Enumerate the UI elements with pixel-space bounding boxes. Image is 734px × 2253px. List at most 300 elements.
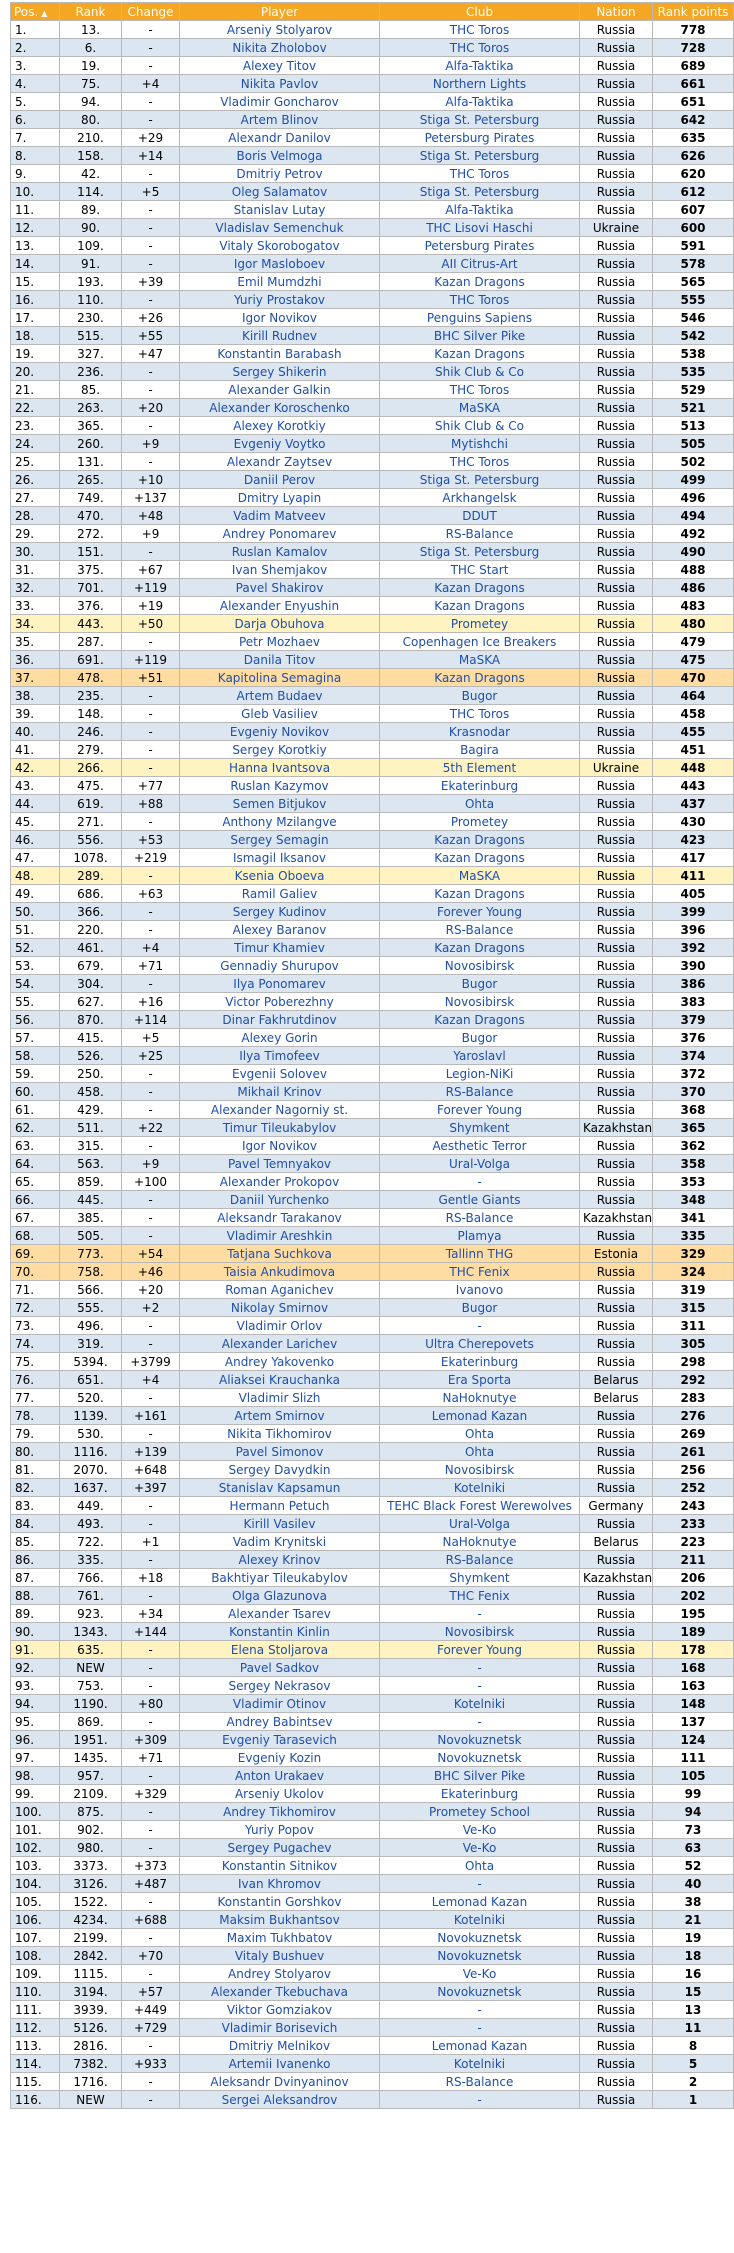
cell-club[interactable]: Novosibirsk (380, 993, 580, 1011)
cell-club[interactable]: Bugor (380, 1299, 580, 1317)
cell-player[interactable]: Vladimir Goncharov (180, 93, 380, 111)
cell-club[interactable]: THC Toros (380, 291, 580, 309)
cell-nation: Russia (580, 129, 653, 147)
cell-player[interactable]: Alexander Galkin (180, 381, 380, 399)
cell-player[interactable]: Ruslan Kazymov (180, 777, 380, 795)
cell-rank: 90. (60, 219, 122, 237)
cell-club[interactable]: Forever Young (380, 903, 580, 921)
cell-rank: 1716. (60, 2073, 122, 2091)
cell-player[interactable]: Vladislav Semenchuk (180, 219, 380, 237)
cell-player[interactable]: Vladimir Orlov (180, 1317, 380, 1335)
cell-club[interactable]: Kazan Dragons (380, 831, 580, 849)
cell-club[interactable]: - (380, 2019, 580, 2037)
cell-player[interactable]: Taisia Ankudimova (180, 1263, 380, 1281)
cell-club[interactable]: Bagira (380, 741, 580, 759)
cell-club[interactable]: THC Toros (380, 453, 580, 471)
cell-change: - (122, 291, 180, 309)
cell-player[interactable]: Andrey Tikhomirov (180, 1803, 380, 1821)
cell-change: +139 (122, 1443, 180, 1461)
cell-club[interactable]: Stiga St. Petersburg (380, 543, 580, 561)
table-row (11, 1857, 734, 1875)
cell-club[interactable]: Novosibirsk (380, 1461, 580, 1479)
cell-points: 105 (653, 1767, 734, 1785)
cell-player[interactable]: Aleksandr Tarakanov (180, 1209, 380, 1227)
cell-club[interactable]: Stiga St. Petersburg (380, 183, 580, 201)
cell-player[interactable]: Danila Titov (180, 651, 380, 669)
cell-points: 292 (653, 1371, 734, 1389)
cell-player[interactable]: Sergey Semagin (180, 831, 380, 849)
cell-player[interactable]: Alexander Nagorniy st. (180, 1101, 380, 1119)
cell-player[interactable]: Anton Urakaev (180, 1767, 380, 1785)
cell-club[interactable]: Novokuznetsk (380, 1983, 580, 2001)
cell-player[interactable]: Sergey Davydkin (180, 1461, 380, 1479)
cell-rank: 758. (60, 1263, 122, 1281)
cell-player[interactable]: Nikita Pavlov (180, 75, 380, 93)
cell-player[interactable]: Alexander Enyushin (180, 597, 380, 615)
cell-club[interactable]: Copenhagen Ice Breakers (380, 633, 580, 651)
cell-club[interactable]: Gentle Giants (380, 1191, 580, 1209)
cell-club[interactable]: Ural-Volga (380, 1515, 580, 1533)
cell-player[interactable]: Elena Stoljarova (180, 1641, 380, 1659)
cell-club[interactable]: - (380, 1605, 580, 1623)
cell-club[interactable]: Kazan Dragons (380, 939, 580, 957)
cell-club[interactable]: Shik Club & Co (380, 363, 580, 381)
cell-player[interactable]: Alexey Titov (180, 57, 380, 75)
cell-player[interactable]: Alexey Gorin (180, 1029, 380, 1047)
cell-player[interactable]: Victor Poberezhny (180, 993, 380, 1011)
cell-nation: Russia (580, 867, 653, 885)
cell-player[interactable]: Arseniy Stolyarov (180, 21, 380, 39)
cell-player[interactable]: Evgeniy Tarasevich (180, 1731, 380, 1749)
cell-club[interactable]: BHC Silver Pike (380, 1767, 580, 1785)
cell-club[interactable]: Novokuznetsk (380, 1749, 580, 1767)
cell-player[interactable]: Sergei Aleksandrov (180, 2091, 380, 2109)
cell-rank: 515. (60, 327, 122, 345)
cell-player[interactable]: Nikita Zholobov (180, 39, 380, 57)
cell-nation: Russia (580, 597, 653, 615)
cell-nation: Russia (580, 345, 653, 363)
cell-club[interactable]: Ohta (380, 1425, 580, 1443)
cell-player[interactable]: Vadim Krynitski (180, 1533, 380, 1551)
cell-player[interactable]: Kapitolina Semagina (180, 669, 380, 687)
cell-player[interactable]: Gleb Vasiliev (180, 705, 380, 723)
table-row (11, 417, 734, 435)
cell-nation: Russia (580, 1263, 653, 1281)
cell-player[interactable]: Alexander Koroschenko (180, 399, 380, 417)
cell-club[interactable]: Lemonad Kazan (380, 1893, 580, 1911)
cell-player[interactable]: Konstantin Gorshkov (180, 1893, 380, 1911)
cell-club[interactable]: Ekaterinburg (380, 1785, 580, 1803)
cell-club[interactable]: DDUT (380, 507, 580, 525)
cell-rank: 5394. (60, 1353, 122, 1371)
cell-club[interactable]: AII Citrus-Art (380, 255, 580, 273)
cell-player[interactable]: Alexander Prokopov (180, 1173, 380, 1191)
cell-player[interactable]: Andrey Ponomarev (180, 525, 380, 543)
cell-change: +1 (122, 1533, 180, 1551)
table-row (11, 1677, 734, 1695)
cell-club[interactable]: Kazan Dragons (380, 273, 580, 291)
cell-club[interactable]: - (380, 1875, 580, 1893)
cell-club[interactable]: Kazan Dragons (380, 849, 580, 867)
cell-pos: 67. (11, 1209, 60, 1227)
cell-club[interactable]: Ultra Cherepovets (380, 1335, 580, 1353)
cell-player[interactable]: Sergey Kudinov (180, 903, 380, 921)
cell-club[interactable]: Kotelniki (380, 1479, 580, 1497)
cell-player[interactable]: Artem Blinov (180, 111, 380, 129)
cell-points: 13 (653, 2001, 734, 2019)
cell-club[interactable]: TEHC Black Forest Werewolves (380, 1497, 580, 1515)
cell-player[interactable]: Alexandr Danilov (180, 129, 380, 147)
table-row (11, 1731, 734, 1749)
points-column-header[interactable]: Rank points (653, 3, 734, 21)
cell-club[interactable]: - (380, 1173, 580, 1191)
cell-rank: 520. (60, 1389, 122, 1407)
cell-player[interactable]: Evgeniy Kozin (180, 1749, 380, 1767)
cell-player[interactable]: Stanislav Lutay (180, 201, 380, 219)
cell-nation: Russia (580, 1443, 653, 1461)
cell-club[interactable]: Prometey School (380, 1803, 580, 1821)
cell-player[interactable]: Dmitriy Petrov (180, 165, 380, 183)
cell-nation: Russia (580, 399, 653, 417)
player-column-header[interactable]: Player (180, 3, 380, 21)
cell-nation: Russia (580, 1821, 653, 1839)
cell-player[interactable]: Maksim Bukhantsov (180, 1911, 380, 1929)
cell-nation: Russia (580, 489, 653, 507)
cell-player[interactable]: Kirill Rudnev (180, 327, 380, 345)
cell-player[interactable]: Konstantin Kinlin (180, 1623, 380, 1641)
cell-player[interactable]: Yuriy Prostakov (180, 291, 380, 309)
cell-player[interactable]: Aleksandr Dvinyaninov (180, 2073, 380, 2091)
cell-club[interactable]: Kazan Dragons (380, 345, 580, 363)
cell-club[interactable]: Petersburg Pirates (380, 129, 580, 147)
cell-player[interactable]: Hanna Ivantsova (180, 759, 380, 777)
cell-player[interactable]: Stanislav Kapsamun (180, 1479, 380, 1497)
cell-player[interactable]: Alexey Krinov (180, 1551, 380, 1569)
cell-club[interactable]: RS-Balance (380, 525, 580, 543)
cell-club[interactable]: THC Fenix (380, 1587, 580, 1605)
cell-change: +3799 (122, 1353, 180, 1371)
cell-player[interactable]: Gennadiy Shurupov (180, 957, 380, 975)
cell-player[interactable]: Semen Bitjukov (180, 795, 380, 813)
cell-club[interactable]: Forever Young (380, 1641, 580, 1659)
cell-player[interactable]: Arseniy Ukolov (180, 1785, 380, 1803)
cell-player[interactable]: Vladimir Slizh (180, 1389, 380, 1407)
cell-club[interactable]: Alfa-Taktika (380, 57, 580, 75)
cell-pos: 108. (11, 1947, 60, 1965)
cell-club[interactable]: Ve-Ko (380, 1821, 580, 1839)
cell-player[interactable]: Emil Mumdzhi (180, 273, 380, 291)
cell-club[interactable]: RS-Balance (380, 1083, 580, 1101)
cell-club[interactable]: Mytishchi (380, 435, 580, 453)
cell-player[interactable]: Vladimir Areshkin (180, 1227, 380, 1245)
cell-player[interactable]: Yuriy Popov (180, 1821, 380, 1839)
cell-points: 73 (653, 1821, 734, 1839)
cell-player[interactable]: Mikhail Krinov (180, 1083, 380, 1101)
change-column-header[interactable]: Change (122, 3, 180, 21)
cell-club[interactable]: Ohta (380, 795, 580, 813)
cell-club[interactable]: Stiga St. Petersburg (380, 111, 580, 129)
cell-player[interactable]: Konstantin Sitnikov (180, 1857, 380, 1875)
cell-club[interactable]: Shymkent (380, 1569, 580, 1587)
cell-club[interactable]: RS-Balance (380, 1551, 580, 1569)
cell-player[interactable]: Timur Khamiev (180, 939, 380, 957)
cell-player[interactable]: Olga Glazunova (180, 1587, 380, 1605)
cell-club[interactable]: Prometey (380, 813, 580, 831)
cell-club[interactable]: THC Start (380, 561, 580, 579)
cell-club[interactable]: NaHoknutye (380, 1389, 580, 1407)
rank-column-header[interactable]: Rank (60, 3, 122, 21)
cell-club[interactable]: - (380, 1659, 580, 1677)
cell-player[interactable]: Daniil Yurchenko (180, 1191, 380, 1209)
cell-club[interactable]: MaSKA (380, 867, 580, 885)
cell-club[interactable]: THC Toros (380, 705, 580, 723)
cell-club[interactable]: Ve-Ko (380, 1965, 580, 1983)
cell-club[interactable]: Northern Lights (380, 75, 580, 93)
cell-player[interactable]: Alexandr Zaytsev (180, 453, 380, 471)
cell-club[interactable]: Penguins Sapiens (380, 309, 580, 327)
cell-pos: 27. (11, 489, 60, 507)
cell-points: 499 (653, 471, 734, 489)
cell-change: +9 (122, 435, 180, 453)
cell-change: +10 (122, 471, 180, 489)
table-row (11, 993, 734, 1011)
cell-player[interactable]: Viktor Gomziakov (180, 2001, 380, 2019)
cell-club[interactable]: Era Sporta (380, 1371, 580, 1389)
cell-player[interactable]: Nikita Tikhomirov (180, 1425, 380, 1443)
cell-change: - (122, 453, 180, 471)
cell-player[interactable]: Igor Novikov (180, 309, 380, 327)
nation-column-header[interactable]: Nation (580, 3, 653, 21)
cell-player[interactable]: Ramil Galiev (180, 885, 380, 903)
table-row (11, 219, 734, 237)
cell-club[interactable]: Forever Young (380, 1101, 580, 1119)
cell-player[interactable]: Alexey Korotkiy (180, 417, 380, 435)
cell-club[interactable]: Ekaterinburg (380, 777, 580, 795)
cell-club[interactable]: Tallinn THG (380, 1245, 580, 1263)
cell-club[interactable]: THC Toros (380, 381, 580, 399)
cell-player[interactable]: Vitaly Skorobogatov (180, 237, 380, 255)
cell-club[interactable]: - (380, 2001, 580, 2019)
cell-player[interactable]: Alexander Tkebuchava (180, 1983, 380, 2001)
club-column-header[interactable]: Club (380, 3, 580, 21)
cell-change: - (122, 1515, 180, 1533)
cell-points: 430 (653, 813, 734, 831)
cell-club[interactable]: Kazan Dragons (380, 669, 580, 687)
cell-rank: 530. (60, 1425, 122, 1443)
cell-player[interactable]: Tatjana Suchkova (180, 1245, 380, 1263)
cell-player[interactable]: Sergey Shikerin (180, 363, 380, 381)
cell-player[interactable]: Artem Budaev (180, 687, 380, 705)
cell-player[interactable]: Evgeniy Voytko (180, 435, 380, 453)
cell-club[interactable]: Novokuznetsk (380, 1947, 580, 1965)
cell-player[interactable]: Ismagil Iksanov (180, 849, 380, 867)
cell-club[interactable]: Petersburg Pirates (380, 237, 580, 255)
cell-player[interactable]: Sergey Nekrasov (180, 1677, 380, 1695)
cell-player[interactable]: Pavel Shakirov (180, 579, 380, 597)
cell-club[interactable]: Ekaterinburg (380, 1353, 580, 1371)
cell-club[interactable]: Bugor (380, 1029, 580, 1047)
cell-club[interactable]: Ohta (380, 1443, 580, 1461)
cell-player[interactable]: Andrey Yakovenko (180, 1353, 380, 1371)
cell-club[interactable]: Novokuznetsk (380, 1929, 580, 1947)
table-row (11, 1983, 734, 2001)
cell-player[interactable]: Artemii Ivanenko (180, 2055, 380, 2073)
cell-rank: NEW (60, 1659, 122, 1677)
cell-player[interactable]: Darja Obuhova (180, 615, 380, 633)
cell-player[interactable]: Aliaksei Krauchanka (180, 1371, 380, 1389)
pos-column-header[interactable] (11, 3, 60, 21)
cell-player[interactable]: Ivan Shemjakov (180, 561, 380, 579)
cell-club[interactable]: Krasnodar (380, 723, 580, 741)
cell-club[interactable]: - (380, 1317, 580, 1335)
cell-player[interactable]: Evgenii Solovev (180, 1065, 380, 1083)
cell-pos: 29. (11, 525, 60, 543)
cell-player[interactable]: Maxim Tukhbatov (180, 1929, 380, 1947)
cell-player[interactable]: Boris Velmoga (180, 147, 380, 165)
cell-player[interactable]: Konstantin Barabash (180, 345, 380, 363)
cell-player[interactable]: Alexander Larichev (180, 1335, 380, 1353)
cell-player[interactable]: Ksenia Oboeva (180, 867, 380, 885)
cell-player[interactable]: Daniil Perov (180, 471, 380, 489)
cell-club[interactable]: Kazan Dragons (380, 579, 580, 597)
cell-player[interactable]: Andrey Babintsev (180, 1713, 380, 1731)
table-row (11, 1749, 734, 1767)
cell-player[interactable]: Vladimir Borisevich (180, 2019, 380, 2037)
cell-player[interactable]: Pavel Temnyakov (180, 1155, 380, 1173)
table-row (11, 759, 734, 777)
cell-club[interactable]: Stiga St. Petersburg (380, 471, 580, 489)
cell-club[interactable]: MaSKA (380, 651, 580, 669)
cell-club[interactable]: BHC Silver Pike (380, 327, 580, 345)
cell-player[interactable]: Artem Smirnov (180, 1407, 380, 1425)
cell-club[interactable]: THC Fenix (380, 1263, 580, 1281)
table-row (11, 1713, 734, 1731)
table-row (11, 669, 734, 687)
cell-club[interactable]: Bugor (380, 975, 580, 993)
cell-club[interactable]: THC Toros (380, 165, 580, 183)
cell-player[interactable]: Ruslan Kamalov (180, 543, 380, 561)
cell-club[interactable]: RS-Balance (380, 921, 580, 939)
cell-player[interactable]: Anthony Mzilangve (180, 813, 380, 831)
cell-points: 464 (653, 687, 734, 705)
cell-player[interactable]: Bakhtiyar Tileukabylov (180, 1569, 380, 1587)
cell-nation: Russia (580, 1929, 653, 1947)
cell-club[interactable]: Aesthetic Terror (380, 1137, 580, 1155)
cell-player[interactable]: Igor Novikov (180, 1137, 380, 1155)
cell-player[interactable]: Vitaly Bushuev (180, 1947, 380, 1965)
cell-player[interactable]: Nikolay Smirnov (180, 1299, 380, 1317)
sort-ascending-icon[interactable]: ▲ (41, 8, 48, 18)
cell-player[interactable]: Kirill Vasilev (180, 1515, 380, 1533)
cell-points: 379 (653, 1011, 734, 1029)
cell-player[interactable]: Ilya Timofeev (180, 1047, 380, 1065)
cell-player[interactable]: Pavel Sadkov (180, 1659, 380, 1677)
cell-points: 211 (653, 1551, 734, 1569)
cell-pos: 114. (11, 2055, 60, 2073)
cell-club[interactable]: - (380, 2091, 580, 2109)
cell-player[interactable]: Dmitry Lyapin (180, 489, 380, 507)
cell-club[interactable]: Alfa-Taktika (380, 93, 580, 111)
cell-club[interactable]: Shik Club & Co (380, 417, 580, 435)
cell-points: 496 (653, 489, 734, 507)
cell-club[interactable]: Kotelniki (380, 1695, 580, 1713)
cell-club[interactable]: THC Toros (380, 21, 580, 39)
cell-club[interactable]: THC Toros (380, 39, 580, 57)
cell-player[interactable]: Ivan Khromov (180, 1875, 380, 1893)
cell-club[interactable]: Lemonad Kazan (380, 1407, 580, 1425)
cell-club[interactable]: Arkhangelsk (380, 489, 580, 507)
cell-club[interactable]: Kazan Dragons (380, 597, 580, 615)
cell-club[interactable]: Novokuznetsk (380, 1731, 580, 1749)
cell-rank: 91. (60, 255, 122, 273)
table-row (11, 597, 734, 615)
cell-club[interactable]: NaHoknutye (380, 1533, 580, 1551)
cell-rank: 761. (60, 1587, 122, 1605)
cell-player[interactable]: Ilya Ponomarev (180, 975, 380, 993)
cell-club[interactable]: Ivanovo (380, 1281, 580, 1299)
cell-player[interactable]: Petr Mozhaev (180, 633, 380, 651)
cell-player[interactable]: Sergey Korotkiy (180, 741, 380, 759)
cell-player[interactable]: Dinar Fakhrutdinov (180, 1011, 380, 1029)
cell-club[interactable]: MaSKA (380, 399, 580, 417)
cell-club[interactable]: Novosibirsk (380, 1623, 580, 1641)
cell-player[interactable]: Hermann Petuch (180, 1497, 380, 1515)
cell-club[interactable]: Shymkent (380, 1119, 580, 1137)
cell-player[interactable]: Igor Masloboev (180, 255, 380, 273)
cell-club[interactable]: Ve-Ko (380, 1839, 580, 1857)
cell-club[interactable]: Yaroslavl (380, 1047, 580, 1065)
cell-nation: Russia (580, 633, 653, 651)
cell-player[interactable]: Sergey Pugachev (180, 1839, 380, 1857)
cell-player[interactable]: Vadim Matveev (180, 507, 380, 525)
cell-club[interactable]: Ural-Volga (380, 1155, 580, 1173)
cell-player[interactable]: Pavel Simonov (180, 1443, 380, 1461)
cell-club[interactable]: Prometey (380, 615, 580, 633)
cell-club[interactable]: THC Lisovi Haschi (380, 219, 580, 237)
cell-club[interactable]: Plamya (380, 1227, 580, 1245)
cell-club[interactable]: - (380, 1713, 580, 1731)
cell-club[interactable]: Bugor (380, 687, 580, 705)
table-row (11, 1911, 734, 1929)
cell-club[interactable]: Legion-NiKi (380, 1065, 580, 1083)
cell-club[interactable]: Ohta (380, 1857, 580, 1875)
cell-player[interactable]: Alexander Tsarev (180, 1605, 380, 1623)
cell-club[interactable]: Stiga St. Petersburg (380, 147, 580, 165)
cell-points: 353 (653, 1173, 734, 1191)
cell-player[interactable]: Dmitriy Melnikov (180, 2037, 380, 2055)
cell-player[interactable]: Vladimir Otinov (180, 1695, 380, 1713)
cell-player[interactable]: Roman Aganichev (180, 1281, 380, 1299)
cell-player[interactable]: Evgeniy Novikov (180, 723, 380, 741)
cell-player[interactable]: Andrey Stolyarov (180, 1965, 380, 1983)
cell-rank: 749. (60, 489, 122, 507)
cell-club[interactable]: - (380, 1677, 580, 1695)
cell-club[interactable]: Kazan Dragons (380, 1011, 580, 1029)
cell-club[interactable]: Novosibirsk (380, 957, 580, 975)
cell-player[interactable]: Alexey Baranov (180, 921, 380, 939)
cell-club[interactable]: Alfa-Taktika (380, 201, 580, 219)
cell-player[interactable]: Oleg Salamatov (180, 183, 380, 201)
table-row (11, 453, 734, 471)
cell-club[interactable]: Kazan Dragons (380, 885, 580, 903)
cell-club[interactable]: RS-Balance (380, 1209, 580, 1227)
cell-club[interactable]: Kotelniki (380, 2055, 580, 2073)
cell-club[interactable]: Kotelniki (380, 1911, 580, 1929)
cell-club[interactable]: Lemonad Kazan (380, 2037, 580, 2055)
cell-club[interactable]: RS-Balance (380, 2073, 580, 2091)
cell-club[interactable]: 5th Element (380, 759, 580, 777)
cell-player[interactable]: Timur Tileukabylov (180, 1119, 380, 1137)
